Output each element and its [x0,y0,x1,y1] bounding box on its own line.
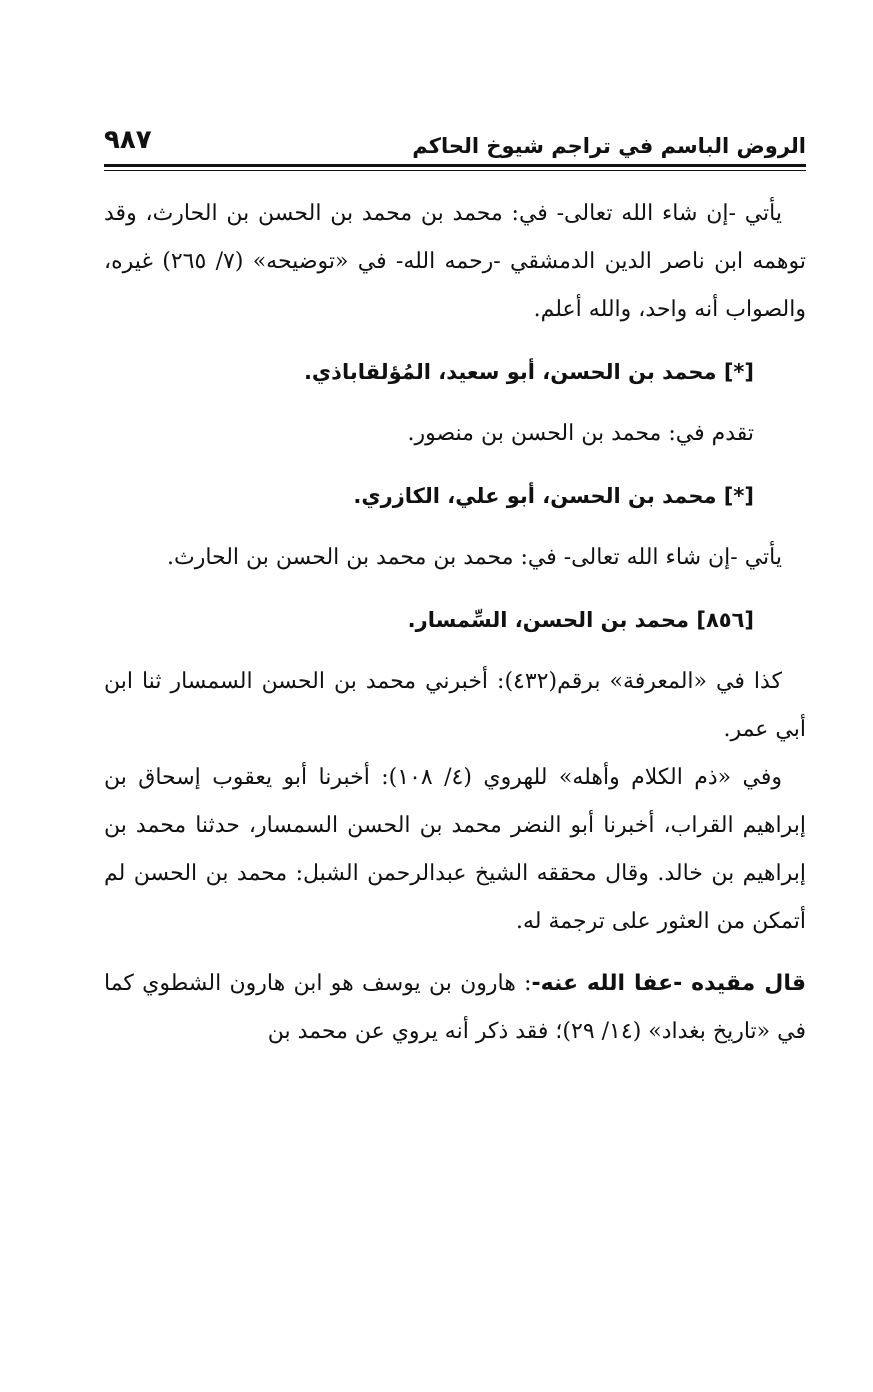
running-header [104,118,806,162]
paragraph [104,960,806,1056]
paragraph-lead: قال مقيده -عفا الله عنه- [531,971,806,996]
paragraph: يأتي -إن شاء الله تعالى- في: محمد بن محمد بن الحسن بن الحارث. [166,545,782,570]
paragraph: كذا في «المعرفة» برقم(٤٣٢): أخبرني محمد بن الحسن السمسار ثنا ابن أبي عمر. [104,669,806,742]
entry-heading: [*] محمد بن الحسن، أبو سعيد، المُؤلقاباذي. [303,360,754,384]
book-title: الروض الباسم في تراجم شيوخ الحاكم [412,134,806,158]
header-rule-thick [104,164,806,167]
entry-heading: [*] محمد بن الحسن، أبو علي، الكازري. [353,484,754,508]
paragraph: وفي «ذم الكلام وأهله» للهروي (٤/ ١٠٨): أخبرنا أبو يعقوب إسحاق بن إبراهيم القراب، أخبرنا أبو النضر محمد بن الحسن السمسار، حدثنا محمد بن إبراهيم بن خالد. وقال محققه الشيخ عبدالرحمن الشبل: محمد بن الحسن لم أتمكن من العثور على ترجمة له. [104,765,806,934]
paragraph: تقدم في: محمد بن الحسن بن منصور. [407,421,754,446]
paragraph: يأتي -إن شاء الله تعالى- في: محمد بن محمد بن الحسن بن الحارث، وقد توهمه ابن ناصر الدين الدمشقي -رحمه الله- في «توضيحه» (٧/ ٢٦٥) غيره، والصواب أنه واحد، والله أعلم. [104,201,806,322]
page-number: ٩٨٧ [104,125,152,155]
page-body [104,190,806,1056]
header-rule-thin [104,170,806,171]
paragraph-text: : هارون بن يوسف هو ابن هارون الشطوي كما في «تاريخ بغداد» (١٤/ ٢٩)؛ فقد ذكر أنه يروي عن محمد بن [104,971,806,1044]
entry-heading: [٨٥٦] محمد بن الحسن، السِّمسار. [407,608,754,632]
